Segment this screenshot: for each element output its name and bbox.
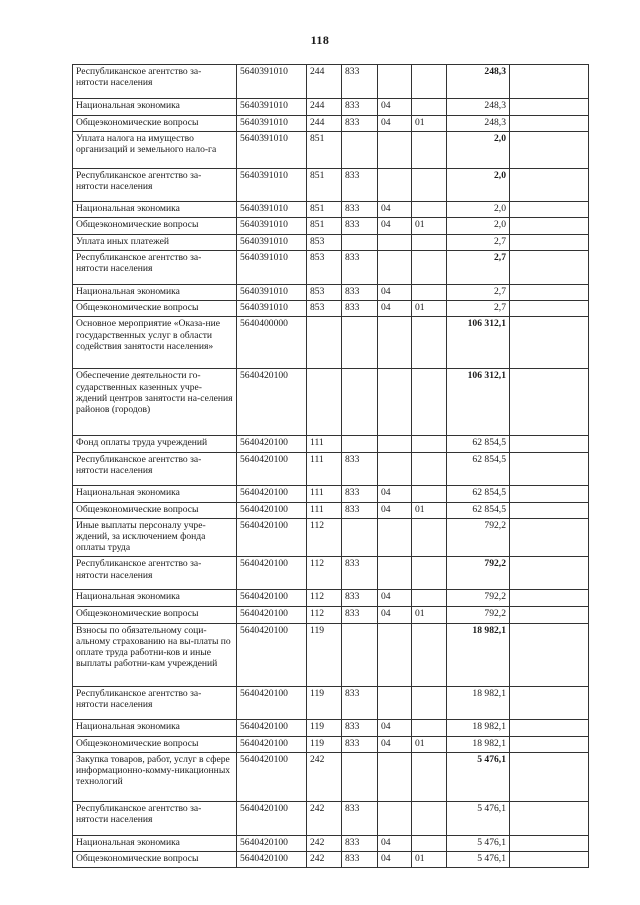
empty-cell <box>510 301 589 317</box>
expense-type-cell: 242 <box>307 835 342 851</box>
expense-type-cell: 853 <box>307 301 342 317</box>
expense-name-cell: Уплата налога на имущество организаций и земельного нало-га <box>73 132 237 169</box>
target-article-cell: 5640391010 <box>237 116 307 132</box>
section-code-cell <box>378 250 412 284</box>
subsection-code-cell <box>412 317 447 369</box>
table-row <box>73 369 589 436</box>
amount-cell: 18 982,1 <box>447 736 510 752</box>
expense-type-cell: 111 <box>307 436 342 452</box>
table-row <box>73 436 589 452</box>
expense-type-cell: 242 <box>307 752 342 801</box>
subsection-code-cell <box>412 99 447 116</box>
empty-cell <box>510 590 589 607</box>
expense-name-cell: Общеэкономические вопросы <box>73 502 237 518</box>
target-article-cell: 5640420100 <box>237 607 307 623</box>
subsection-code-cell <box>412 752 447 801</box>
target-article-cell: 5640420100 <box>237 369 307 436</box>
expense-name-cell: Республиканское агентство за-нятости населения <box>73 65 237 99</box>
ministry-code-cell: 833 <box>342 169 378 202</box>
amount-cell: 106 312,1 <box>447 317 510 369</box>
target-article-cell: 5640420100 <box>237 852 307 868</box>
empty-cell <box>510 502 589 518</box>
empty-cell <box>510 284 589 300</box>
amount-cell: 792,2 <box>447 607 510 623</box>
expense-name-cell: Республиканское агентство за-нятости населения <box>73 557 237 590</box>
empty-cell <box>510 116 589 132</box>
table-row <box>73 719 589 736</box>
empty-cell <box>510 835 589 851</box>
empty-cell <box>510 234 589 250</box>
empty-cell <box>510 518 589 557</box>
table-row <box>73 132 589 169</box>
table-row <box>73 116 589 132</box>
subsection-code-cell: 01 <box>412 116 447 132</box>
ministry-code-cell: 833 <box>342 557 378 590</box>
expense-type-cell: 111 <box>307 485 342 502</box>
empty-cell <box>510 852 589 868</box>
ministry-code-cell: 833 <box>342 736 378 752</box>
table-row <box>73 852 589 868</box>
empty-cell <box>510 218 589 234</box>
amount-cell: 2,7 <box>447 284 510 300</box>
ministry-code-cell: 833 <box>342 301 378 317</box>
expense-name-cell: Республиканское агентство за-нятости населения <box>73 452 237 485</box>
empty-cell <box>510 607 589 623</box>
target-article-cell: 5640391010 <box>237 284 307 300</box>
expense-type-cell: 119 <box>307 623 342 686</box>
ministry-code-cell <box>342 623 378 686</box>
amount-cell: 62 854,5 <box>447 485 510 502</box>
amount-cell: 2,7 <box>447 234 510 250</box>
expense-name-cell: Общеэкономические вопросы <box>73 218 237 234</box>
amount-cell: 5 476,1 <box>447 852 510 868</box>
subsection-code-cell: 01 <box>412 736 447 752</box>
section-code-cell: 04 <box>378 502 412 518</box>
expense-name-cell: Национальная экономика <box>73 284 237 300</box>
expense-type-cell: 851 <box>307 169 342 202</box>
expense-type-cell: 244 <box>307 116 342 132</box>
ministry-code-cell: 833 <box>342 590 378 607</box>
target-article-cell: 5640391010 <box>237 132 307 169</box>
empty-cell <box>510 436 589 452</box>
expense-type-cell: 111 <box>307 452 342 485</box>
subsection-code-cell <box>412 65 447 99</box>
amount-cell: 792,2 <box>447 518 510 557</box>
expense-type-cell: 853 <box>307 284 342 300</box>
expense-type-cell: 853 <box>307 250 342 284</box>
amount-cell: 18 982,1 <box>447 623 510 686</box>
section-code-cell: 04 <box>378 301 412 317</box>
expense-type-cell: 244 <box>307 65 342 99</box>
ministry-code-cell <box>342 317 378 369</box>
table-row <box>73 317 589 369</box>
subsection-code-cell <box>412 284 447 300</box>
target-article-cell: 5640391010 <box>237 301 307 317</box>
target-article-cell: 5640420100 <box>237 835 307 851</box>
empty-cell <box>510 557 589 590</box>
subsection-code-cell: 01 <box>412 218 447 234</box>
subsection-code-cell <box>412 202 447 218</box>
table-row <box>73 736 589 752</box>
target-article-cell: 5640391010 <box>237 250 307 284</box>
ministry-code-cell: 833 <box>342 502 378 518</box>
expense-type-cell: 112 <box>307 518 342 557</box>
ministry-code-cell <box>342 752 378 801</box>
empty-cell <box>510 752 589 801</box>
section-code-cell: 04 <box>378 284 412 300</box>
section-code-cell <box>378 234 412 250</box>
target-article-cell: 5640420100 <box>237 752 307 801</box>
subsection-code-cell <box>412 132 447 169</box>
subsection-code-cell: 01 <box>412 301 447 317</box>
empty-cell <box>510 250 589 284</box>
empty-cell <box>510 719 589 736</box>
ministry-code-cell: 833 <box>342 607 378 623</box>
ministry-code-cell: 833 <box>342 202 378 218</box>
amount-cell: 792,2 <box>447 557 510 590</box>
expense-type-cell: 112 <box>307 557 342 590</box>
amount-cell: 248,3 <box>447 116 510 132</box>
amount-cell: 106 312,1 <box>447 369 510 436</box>
section-code-cell <box>378 518 412 557</box>
empty-cell <box>510 65 589 99</box>
ministry-code-cell <box>342 132 378 169</box>
section-code-cell <box>378 801 412 835</box>
expense-type-cell: 111 <box>307 502 342 518</box>
target-article-cell: 5640420100 <box>237 502 307 518</box>
empty-cell <box>510 202 589 218</box>
subsection-code-cell <box>412 250 447 284</box>
target-article-cell: 5640391010 <box>237 234 307 250</box>
section-code-cell <box>378 752 412 801</box>
section-code-cell <box>378 169 412 202</box>
empty-cell <box>510 317 589 369</box>
table-row <box>73 623 589 686</box>
ministry-code-cell: 833 <box>342 116 378 132</box>
section-code-cell: 04 <box>378 99 412 116</box>
section-code-cell: 04 <box>378 852 412 868</box>
amount-cell: 62 854,5 <box>447 502 510 518</box>
empty-cell <box>510 485 589 502</box>
expense-name-cell: Взносы по обязательному соци-альному страхованию на вы-платы по оплате труда работни-ков и иные выплаты работни-кам учреждений <box>73 623 237 686</box>
expense-name-cell: Национальная экономика <box>73 835 237 851</box>
subsection-code-cell <box>412 518 447 557</box>
target-article-cell: 5640420100 <box>237 452 307 485</box>
subsection-code-cell <box>412 557 447 590</box>
table-row <box>73 218 589 234</box>
section-code-cell <box>378 452 412 485</box>
table-row <box>73 234 589 250</box>
expense-name-cell: Республиканское агентство за-нятости населения <box>73 686 237 719</box>
target-article-cell: 5640420100 <box>237 485 307 502</box>
amount-cell: 2,0 <box>447 169 510 202</box>
subsection-code-cell <box>412 436 447 452</box>
target-article-cell: 5640391010 <box>237 218 307 234</box>
target-article-cell: 5640400000 <box>237 317 307 369</box>
table-row <box>73 557 589 590</box>
amount-cell: 248,3 <box>447 65 510 99</box>
subsection-code-cell <box>412 835 447 851</box>
subsection-code-cell: 01 <box>412 502 447 518</box>
table-row <box>73 518 589 557</box>
amount-cell: 2,7 <box>447 301 510 317</box>
target-article-cell: 5640420100 <box>237 436 307 452</box>
expense-name-cell: Общеэкономические вопросы <box>73 607 237 623</box>
ministry-code-cell: 833 <box>342 835 378 851</box>
ministry-code-cell: 833 <box>342 218 378 234</box>
empty-cell <box>510 369 589 436</box>
ministry-code-cell: 833 <box>342 719 378 736</box>
expense-name-cell: Национальная экономика <box>73 485 237 502</box>
ministry-code-cell: 833 <box>342 250 378 284</box>
target-article-cell: 5640420100 <box>237 719 307 736</box>
expense-type-cell <box>307 317 342 369</box>
ministry-code-cell <box>342 369 378 436</box>
amount-cell: 248,3 <box>447 99 510 116</box>
target-article-cell: 5640420100 <box>237 686 307 719</box>
amount-cell: 2,0 <box>447 218 510 234</box>
expense-type-cell: 112 <box>307 590 342 607</box>
ministry-code-cell: 833 <box>342 284 378 300</box>
table-row <box>73 835 589 851</box>
target-article-cell: 5640391010 <box>237 99 307 116</box>
section-code-cell: 04 <box>378 202 412 218</box>
expense-name-cell: Обеспечение деятельности го-сударственных казенных учре-ждений центров занятости на-селения районов (городов) <box>73 369 237 436</box>
table-row <box>73 502 589 518</box>
section-code-cell: 04 <box>378 218 412 234</box>
section-code-cell: 04 <box>378 607 412 623</box>
expense-type-cell: 242 <box>307 852 342 868</box>
ministry-code-cell: 833 <box>342 452 378 485</box>
amount-cell: 792,2 <box>447 590 510 607</box>
section-code-cell: 04 <box>378 736 412 752</box>
section-code-cell <box>378 132 412 169</box>
expense-name-cell: Республиканское агентство за-нятости населения <box>73 801 237 835</box>
subsection-code-cell <box>412 452 447 485</box>
expense-type-cell <box>307 369 342 436</box>
target-article-cell: 5640391010 <box>237 65 307 99</box>
empty-cell <box>510 132 589 169</box>
table-row <box>73 801 589 835</box>
section-code-cell: 04 <box>378 835 412 851</box>
table-row <box>73 686 589 719</box>
section-code-cell <box>378 369 412 436</box>
target-article-cell: 5640420100 <box>237 623 307 686</box>
amount-cell: 62 854,5 <box>447 452 510 485</box>
amount-cell: 5 476,1 <box>447 752 510 801</box>
page-number: 118 <box>310 33 330 47</box>
amount-cell: 62 854,5 <box>447 436 510 452</box>
target-article-cell: 5640420100 <box>237 801 307 835</box>
expense-name-cell: Иные выплаты персоналу учре-ждений, за исключением фонда оплаты труда <box>73 518 237 557</box>
ministry-code-cell: 833 <box>342 485 378 502</box>
expense-type-cell: 851 <box>307 202 342 218</box>
section-code-cell <box>378 65 412 99</box>
expense-type-cell: 242 <box>307 801 342 835</box>
expense-name-cell: Фонд оплаты труда учреждений <box>73 436 237 452</box>
target-article-cell: 5640420100 <box>237 736 307 752</box>
subsection-code-cell <box>412 169 447 202</box>
section-code-cell: 04 <box>378 485 412 502</box>
section-code-cell: 04 <box>378 719 412 736</box>
budget-table <box>72 64 589 868</box>
amount-cell: 5 476,1 <box>447 835 510 851</box>
expense-type-cell: 119 <box>307 686 342 719</box>
table-row <box>73 202 589 218</box>
amount-cell: 2,7 <box>447 250 510 284</box>
ministry-code-cell <box>342 518 378 557</box>
table-row <box>73 284 589 300</box>
table-row <box>73 485 589 502</box>
table-row <box>73 65 589 99</box>
ministry-code-cell: 833 <box>342 852 378 868</box>
subsection-code-cell <box>412 801 447 835</box>
amount-cell: 2,0 <box>447 132 510 169</box>
subsection-code-cell <box>412 686 447 719</box>
target-article-cell: 5640420100 <box>237 590 307 607</box>
expense-name-cell: Республиканское агентство за-нятости населения <box>73 169 237 202</box>
empty-cell <box>510 623 589 686</box>
expense-name-cell: Закупка товаров, работ, услуг в сфере информационно-комму-никационных технологий <box>73 752 237 801</box>
table-row <box>73 752 589 801</box>
empty-cell <box>510 99 589 116</box>
subsection-code-cell <box>412 719 447 736</box>
target-article-cell: 5640420100 <box>237 557 307 590</box>
subsection-code-cell <box>412 369 447 436</box>
ministry-code-cell <box>342 436 378 452</box>
table-row <box>73 607 589 623</box>
expense-name-cell: Республиканское агентство за-нятости населения <box>73 250 237 284</box>
expense-name-cell: Национальная экономика <box>73 590 237 607</box>
target-article-cell: 5640391010 <box>237 169 307 202</box>
section-code-cell <box>378 557 412 590</box>
section-code-cell: 04 <box>378 590 412 607</box>
amount-cell: 2,0 <box>447 202 510 218</box>
amount-cell: 18 982,1 <box>447 719 510 736</box>
expense-name-cell: Общеэкономические вопросы <box>73 116 237 132</box>
expense-name-cell: Общеэкономические вопросы <box>73 301 237 317</box>
amount-cell: 5 476,1 <box>447 801 510 835</box>
table-row <box>73 169 589 202</box>
expense-type-cell: 119 <box>307 719 342 736</box>
ministry-code-cell: 833 <box>342 801 378 835</box>
empty-cell <box>510 736 589 752</box>
table-row <box>73 452 589 485</box>
subsection-code-cell <box>412 485 447 502</box>
table-row <box>73 590 589 607</box>
subsection-code-cell: 01 <box>412 607 447 623</box>
section-code-cell <box>378 317 412 369</box>
expense-name-cell: Основное мероприятие «Оказа-ние государственных услуг в области содействия занятости населения» <box>73 317 237 369</box>
empty-cell <box>510 169 589 202</box>
subsection-code-cell: 01 <box>412 852 447 868</box>
expense-name-cell: Национальная экономика <box>73 99 237 116</box>
expense-type-cell: 244 <box>307 99 342 116</box>
section-code-cell <box>378 623 412 686</box>
ministry-code-cell: 833 <box>342 686 378 719</box>
ministry-code-cell <box>342 234 378 250</box>
expense-type-cell: 851 <box>307 132 342 169</box>
amount-cell: 18 982,1 <box>447 686 510 719</box>
expense-name-cell: Уплата иных платежей <box>73 234 237 250</box>
expense-type-cell: 853 <box>307 234 342 250</box>
target-article-cell: 5640391010 <box>237 202 307 218</box>
subsection-code-cell <box>412 234 447 250</box>
section-code-cell: 04 <box>378 116 412 132</box>
expense-type-cell: 851 <box>307 218 342 234</box>
ministry-code-cell: 833 <box>342 65 378 99</box>
empty-cell <box>510 452 589 485</box>
section-code-cell <box>378 436 412 452</box>
empty-cell <box>510 801 589 835</box>
ministry-code-cell: 833 <box>342 99 378 116</box>
expense-name-cell: Общеэкономические вопросы <box>73 852 237 868</box>
subsection-code-cell <box>412 623 447 686</box>
table-row <box>73 99 589 116</box>
expense-name-cell: Общеэкономические вопросы <box>73 736 237 752</box>
table-body <box>73 65 589 868</box>
empty-cell <box>510 686 589 719</box>
expense-name-cell: Национальная экономика <box>73 719 237 736</box>
subsection-code-cell <box>412 590 447 607</box>
table-row <box>73 301 589 317</box>
section-code-cell <box>378 686 412 719</box>
expense-type-cell: 112 <box>307 607 342 623</box>
target-article-cell: 5640420100 <box>237 518 307 557</box>
expense-name-cell: Национальная экономика <box>73 202 237 218</box>
expense-type-cell: 119 <box>307 736 342 752</box>
table-row <box>73 250 589 284</box>
